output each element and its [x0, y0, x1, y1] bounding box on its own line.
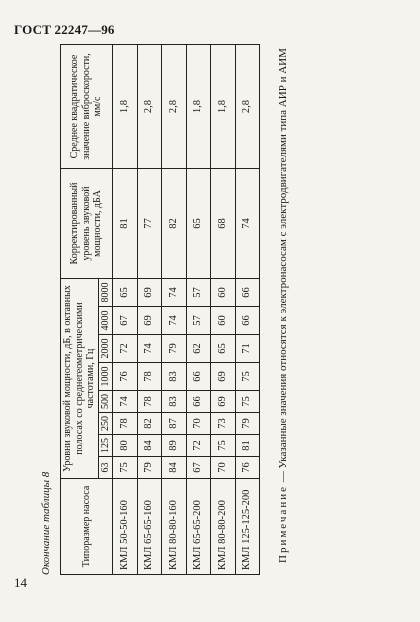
level-cell: 72 [113, 335, 138, 363]
noise-table [60, 44, 260, 575]
level-cell: 67 [186, 457, 211, 479]
level-cell: 89 [162, 435, 187, 457]
level-cell: 67 [113, 307, 138, 335]
level-cell: 87 [162, 413, 187, 435]
document-header: ГОСТ 22247—96 [14, 22, 115, 37]
header-corrected-level: Корректированный уровень звуковой мощности, дБА [61, 169, 113, 279]
header-frequency: 125 [98, 435, 113, 457]
level-cell: 84 [162, 457, 187, 479]
table-caption: Окончание таблицы 8 [40, 471, 52, 575]
pump-size-cell: КМЛ 125-125-200 [235, 479, 260, 575]
vibration-cell: 1,8 [113, 45, 138, 169]
corrected-level-cell: 77 [137, 169, 162, 279]
level-cell: 79 [235, 413, 260, 435]
pump-size-cell: КМЛ 65-65-160 [137, 479, 162, 575]
level-cell: 66 [235, 307, 260, 335]
level-cell: 62 [186, 335, 211, 363]
table-row [186, 45, 211, 575]
note-text: — Указанные значения относятся к электронасосам с электродвигателями типа АИР и АИМ [277, 48, 289, 486]
level-cell: 60 [211, 279, 236, 307]
header-frequency: 2000 [98, 335, 113, 363]
level-cell: 74 [137, 335, 162, 363]
level-cell: 57 [186, 279, 211, 307]
pump-size-cell: КМЛ 65-65-200 [186, 479, 211, 575]
level-cell: 79 [137, 457, 162, 479]
corrected-level-cell: 74 [235, 169, 260, 279]
table-row [113, 45, 138, 575]
level-cell: 66 [235, 279, 260, 307]
vibration-cell: 2,8 [235, 45, 260, 169]
pump-size-cell: КМЛ 80-80-160 [162, 479, 187, 575]
vibration-cell: 1,8 [211, 45, 236, 169]
level-cell: 84 [137, 435, 162, 457]
pump-size-cell: КМЛ 50-50-160 [113, 479, 138, 575]
level-cell: 78 [137, 391, 162, 413]
level-cell: 83 [162, 363, 187, 391]
page-number: 14 [14, 575, 27, 590]
table-row [137, 45, 162, 575]
header-vibration-velocity: Среднее квадратическое значение виброскорости, мм/с [61, 45, 113, 169]
level-cell: 69 [137, 279, 162, 307]
table-note [276, 48, 290, 563]
header-frequency: 500 [98, 391, 113, 413]
vibration-cell: 1,8 [186, 45, 211, 169]
level-cell: 75 [235, 363, 260, 391]
header-frequency: 4000 [98, 307, 113, 335]
corrected-level-cell: 81 [113, 169, 138, 279]
level-cell: 65 [113, 279, 138, 307]
level-cell: 71 [235, 335, 260, 363]
level-cell: 65 [211, 335, 236, 363]
level-cell: 78 [113, 413, 138, 435]
level-cell: 69 [211, 391, 236, 413]
corrected-level-cell: 65 [186, 169, 211, 279]
level-cell: 78 [137, 363, 162, 391]
level-cell: 80 [113, 435, 138, 457]
level-cell: 75 [113, 457, 138, 479]
level-cell: 57 [186, 307, 211, 335]
level-cell: 73 [211, 413, 236, 435]
level-cell: 60 [211, 307, 236, 335]
table-row [211, 45, 236, 575]
level-cell: 70 [186, 413, 211, 435]
rotated-content [40, 45, 340, 575]
level-cell: 66 [186, 363, 211, 391]
level-cell: 81 [235, 435, 260, 457]
level-cell: 75 [211, 435, 236, 457]
header-frequency: 8000 [98, 279, 113, 307]
vibration-cell: 2,8 [162, 45, 187, 169]
level-cell: 70 [211, 457, 236, 479]
level-cell: 74 [162, 279, 187, 307]
level-cell: 75 [235, 391, 260, 413]
level-cell: 66 [186, 391, 211, 413]
level-cell: 74 [162, 307, 187, 335]
level-cell: 76 [235, 457, 260, 479]
header-frequency: 63 [98, 457, 113, 479]
header-octave-levels: Уровни звуковой мощности, дБ, в октавных полосах со среднегеометрическими частотами, Гц [61, 279, 99, 479]
level-cell: 82 [137, 413, 162, 435]
level-cell: 72 [186, 435, 211, 457]
corrected-level-cell: 82 [162, 169, 187, 279]
level-cell: 69 [137, 307, 162, 335]
vibration-cell: 2,8 [137, 45, 162, 169]
header-frequency: 250 [98, 413, 113, 435]
level-cell: 79 [162, 335, 187, 363]
table-row [235, 45, 260, 575]
corrected-level-cell: 68 [211, 169, 236, 279]
level-cell: 76 [113, 363, 138, 391]
header-frequency: 1000 [98, 363, 113, 391]
level-cell: 69 [211, 363, 236, 391]
level-cell: 83 [162, 391, 187, 413]
header-pump-size: Типоразмер насоса [61, 479, 113, 575]
level-cell: 74 [113, 391, 138, 413]
table-row [162, 45, 187, 575]
pump-size-cell: КМЛ 80-80-200 [211, 479, 236, 575]
note-label: Примечание [277, 485, 289, 563]
